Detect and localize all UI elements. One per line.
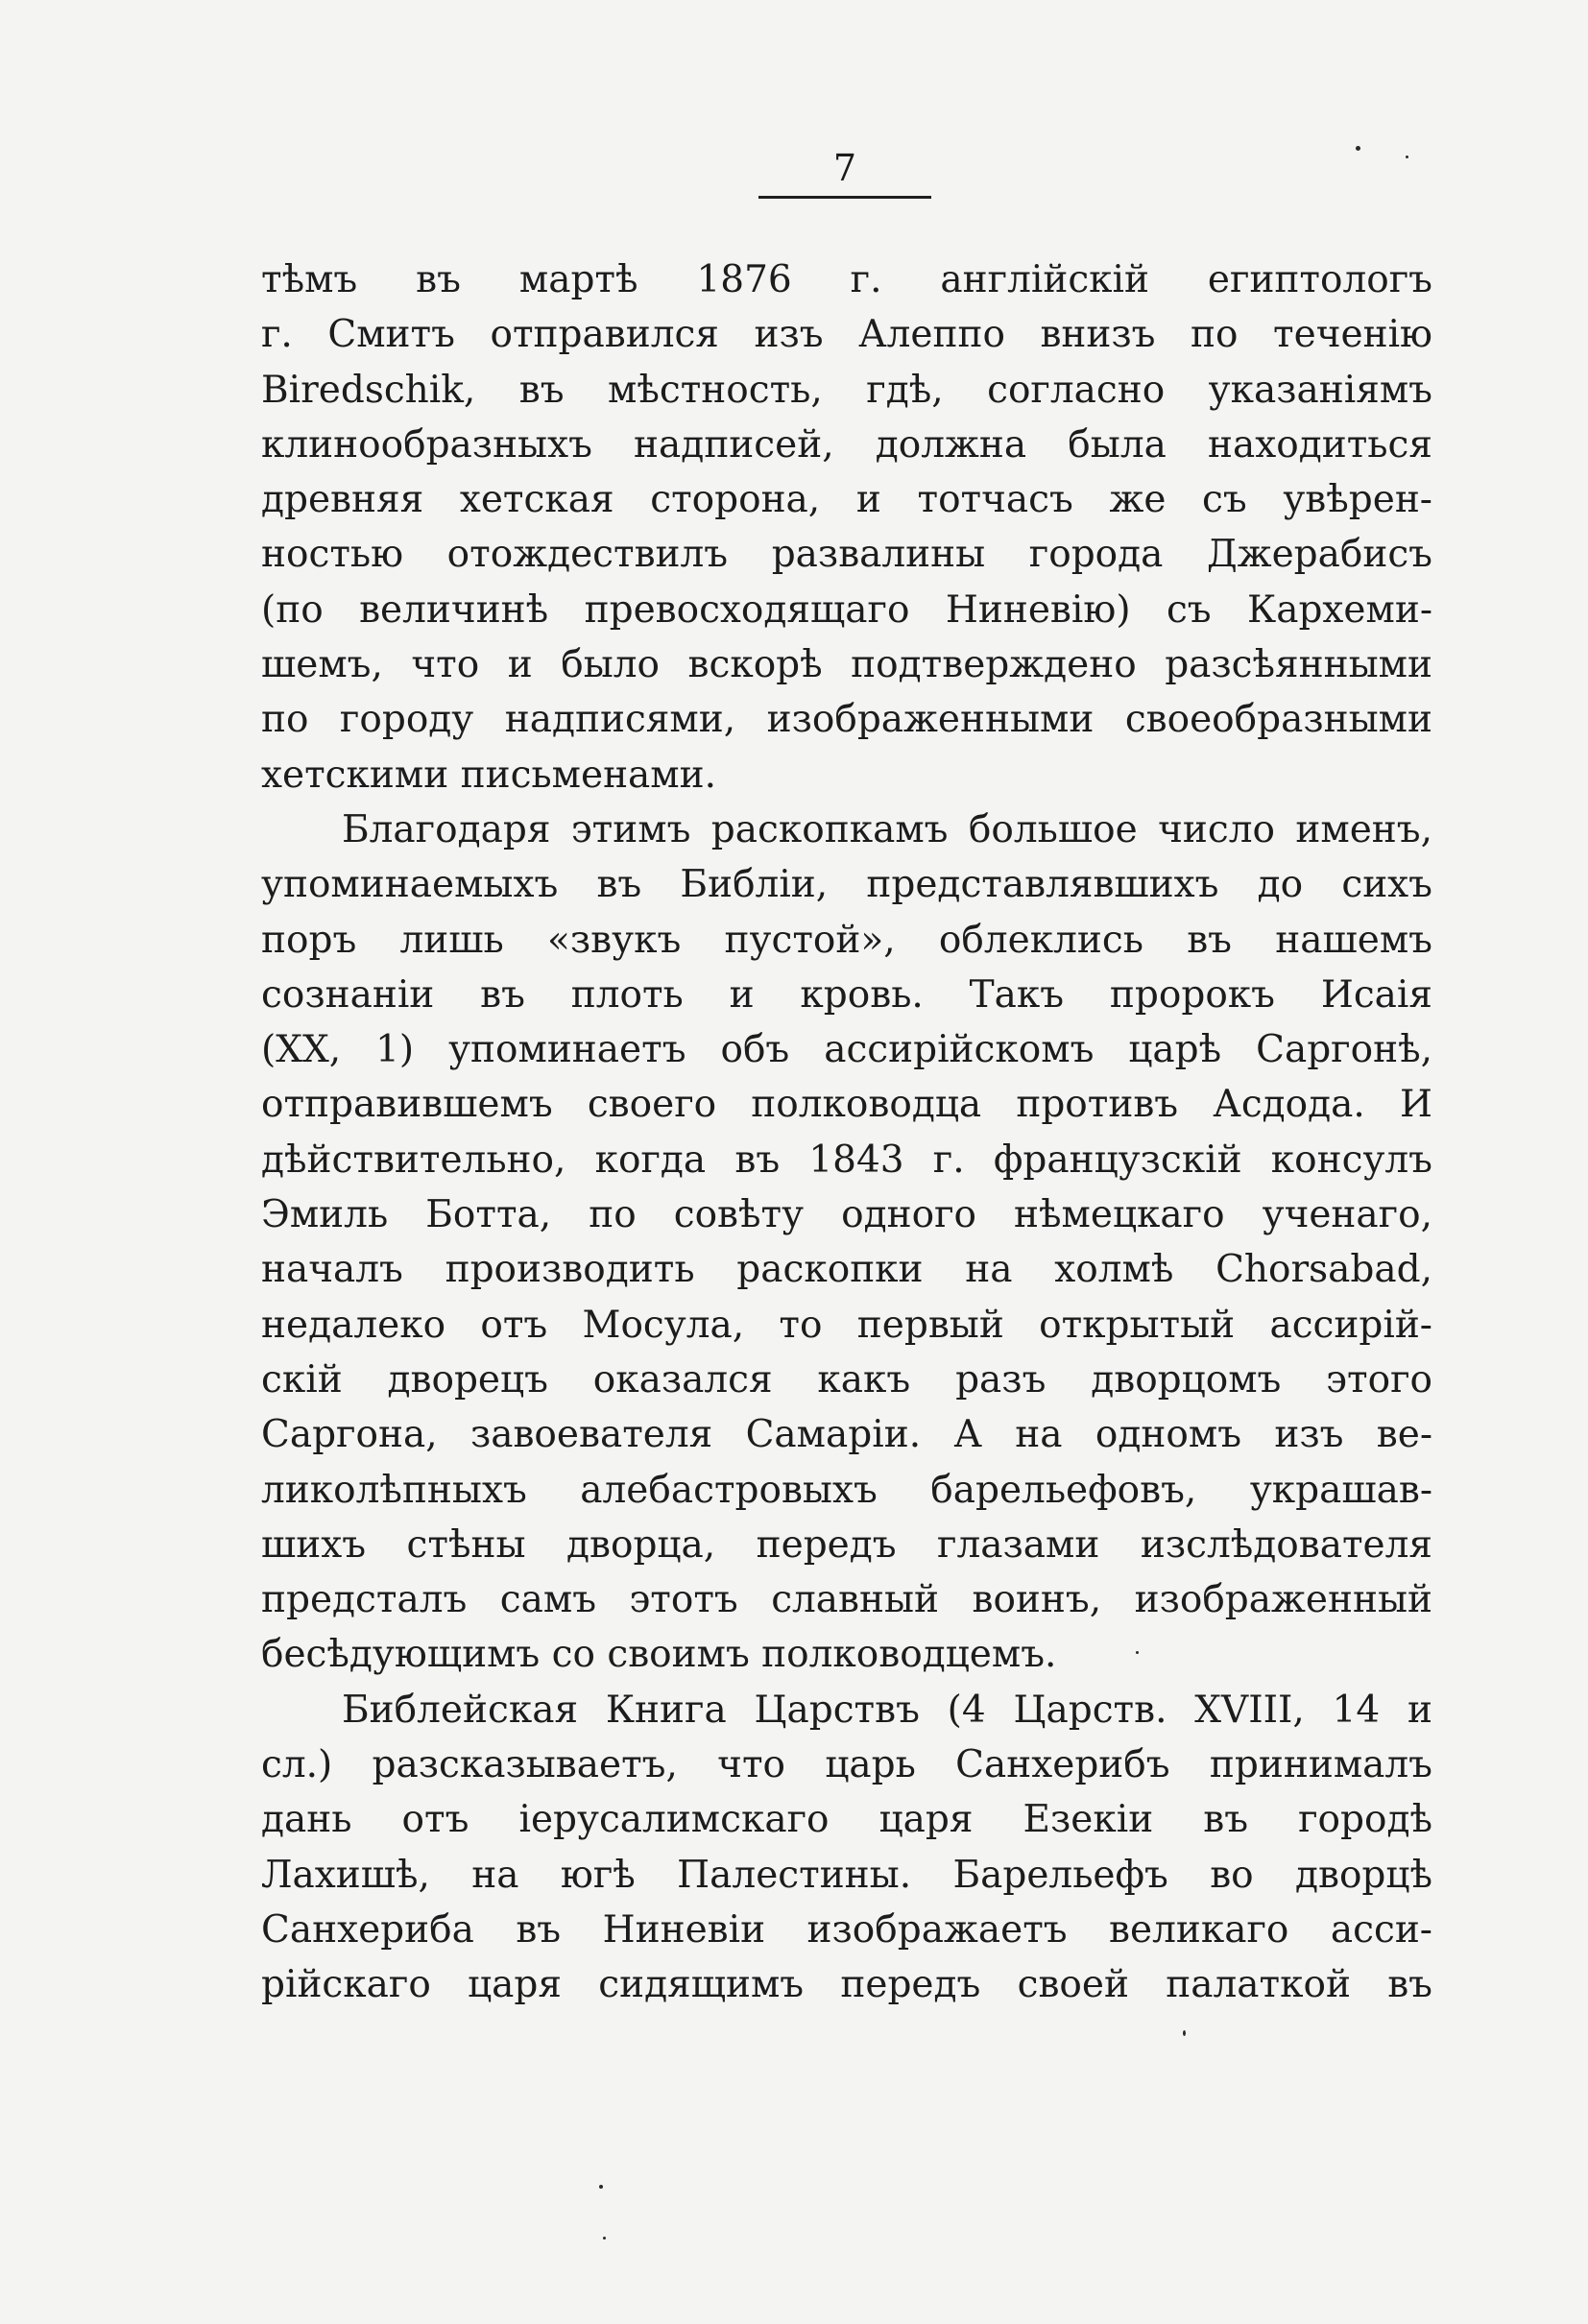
text-line: сознаніи въ плоть и кровь. Такъ пророкъ Исаія <box>261 972 1432 1017</box>
text-line: предсталъ самъ этотъ славный воинъ, изображенный <box>261 1578 1432 1622</box>
text-line: древняя хетская сторона, и тотчасъ же съ увѣрен- <box>261 478 1432 522</box>
text-line: скій дворецъ оказался какъ разъ дворцомъ этого <box>261 1357 1432 1402</box>
page-number: 7 <box>832 147 857 189</box>
text-line: дѣйствительно, когда въ 1843 г. французскій консулъ <box>261 1138 1432 1182</box>
text-line: ликолѣпныхъ алебастровыхъ барельефовъ, украшав- <box>261 1468 1432 1512</box>
ink-speck <box>1136 1651 1139 1654</box>
paragraph-2 <box>261 803 1432 1683</box>
ink-speck <box>603 2237 606 2240</box>
header-rule <box>758 196 931 199</box>
text-line: хетскими письменами. <box>261 753 717 797</box>
text-line: Санхериба въ Ниневіи изображаетъ великаго асси- <box>261 1907 1432 1952</box>
text-line: клинообразныхъ надписей, должна была находиться <box>261 422 1432 467</box>
text-line: шемъ, что и было вскорѣ подтверждено разсѣянными <box>261 643 1432 687</box>
ink-speck <box>1183 2030 1186 2036</box>
ink-speck <box>1356 146 1360 151</box>
text-line: г. Смитъ отправился изъ Алеппо внизъ по теченію <box>261 313 1432 357</box>
text-line: Благодаря этимъ раскопкамъ большое число именъ, <box>342 807 1432 851</box>
text-line: (XX, 1) упоминаетъ объ ассирійскомъ царѣ Саргонѣ, <box>261 1028 1432 1072</box>
text-line: ностью отождествилъ развалины города Джерабисъ <box>261 533 1432 577</box>
text-line: недалеко отъ Мосула, то первый открытый ассирій- <box>261 1303 1432 1347</box>
text-line: поръ лишь «звукъ пустой», облеклись въ нашемъ <box>261 918 1432 962</box>
text-line: рійскаго царя сидящимъ передъ своей палаткой въ <box>261 1963 1432 2007</box>
text-line: шихъ стѣны дворца, передъ глазами изслѣдователя <box>261 1522 1432 1567</box>
text-line: Лахишѣ, на югѣ Палестины. Барельефъ во дворцѣ <box>261 1853 1432 1897</box>
ink-speck <box>599 2185 603 2189</box>
text-line: по городу надписями, изображенными своеобразными <box>261 698 1432 742</box>
page-header <box>758 144 931 199</box>
text-line: отправившемъ своего полководца противъ Асдода. И <box>261 1083 1432 1127</box>
text-line: Эмиль Ботта, по совѣту одного нѣмецкаго ученаго, <box>261 1193 1432 1237</box>
text-line: тѣмъ въ мартѣ 1876 г. англійскій египтологъ <box>261 258 1432 301</box>
text-line: Biredschik, въ мѣстность, гдѣ, согласно указаніямъ <box>261 368 1432 412</box>
text-line: упоминаемыхъ въ Библіи, представлявшихъ до сихъ <box>261 863 1432 907</box>
paragraph-1 <box>261 252 1432 803</box>
ink-speck <box>1406 156 1408 158</box>
text-line: дань отъ іерусалимскаго царя Езекіи въ городѣ <box>261 1798 1432 1842</box>
text-line: (по величинѣ превосходящаго Ниневію) съ Кархеми- <box>261 587 1432 632</box>
paragraph-3 <box>261 1683 1432 2013</box>
text-line: Саргона, завоевателя Самаріи. А на одномъ изъ ве- <box>261 1413 1432 1457</box>
text-line: бесѣдующимъ со своимъ полководцемъ. <box>261 1633 1057 1677</box>
text-line: сл.) разсказываетъ, что царь Санхерибъ принималъ <box>261 1743 1432 1787</box>
text-line: Библейская Книга Царствъ (4 Царств. XVIII, 14 и <box>342 1688 1432 1732</box>
body-text <box>261 252 1432 2013</box>
text-line: началъ производить раскопки на холмѣ Chorsabad, <box>261 1248 1432 1292</box>
